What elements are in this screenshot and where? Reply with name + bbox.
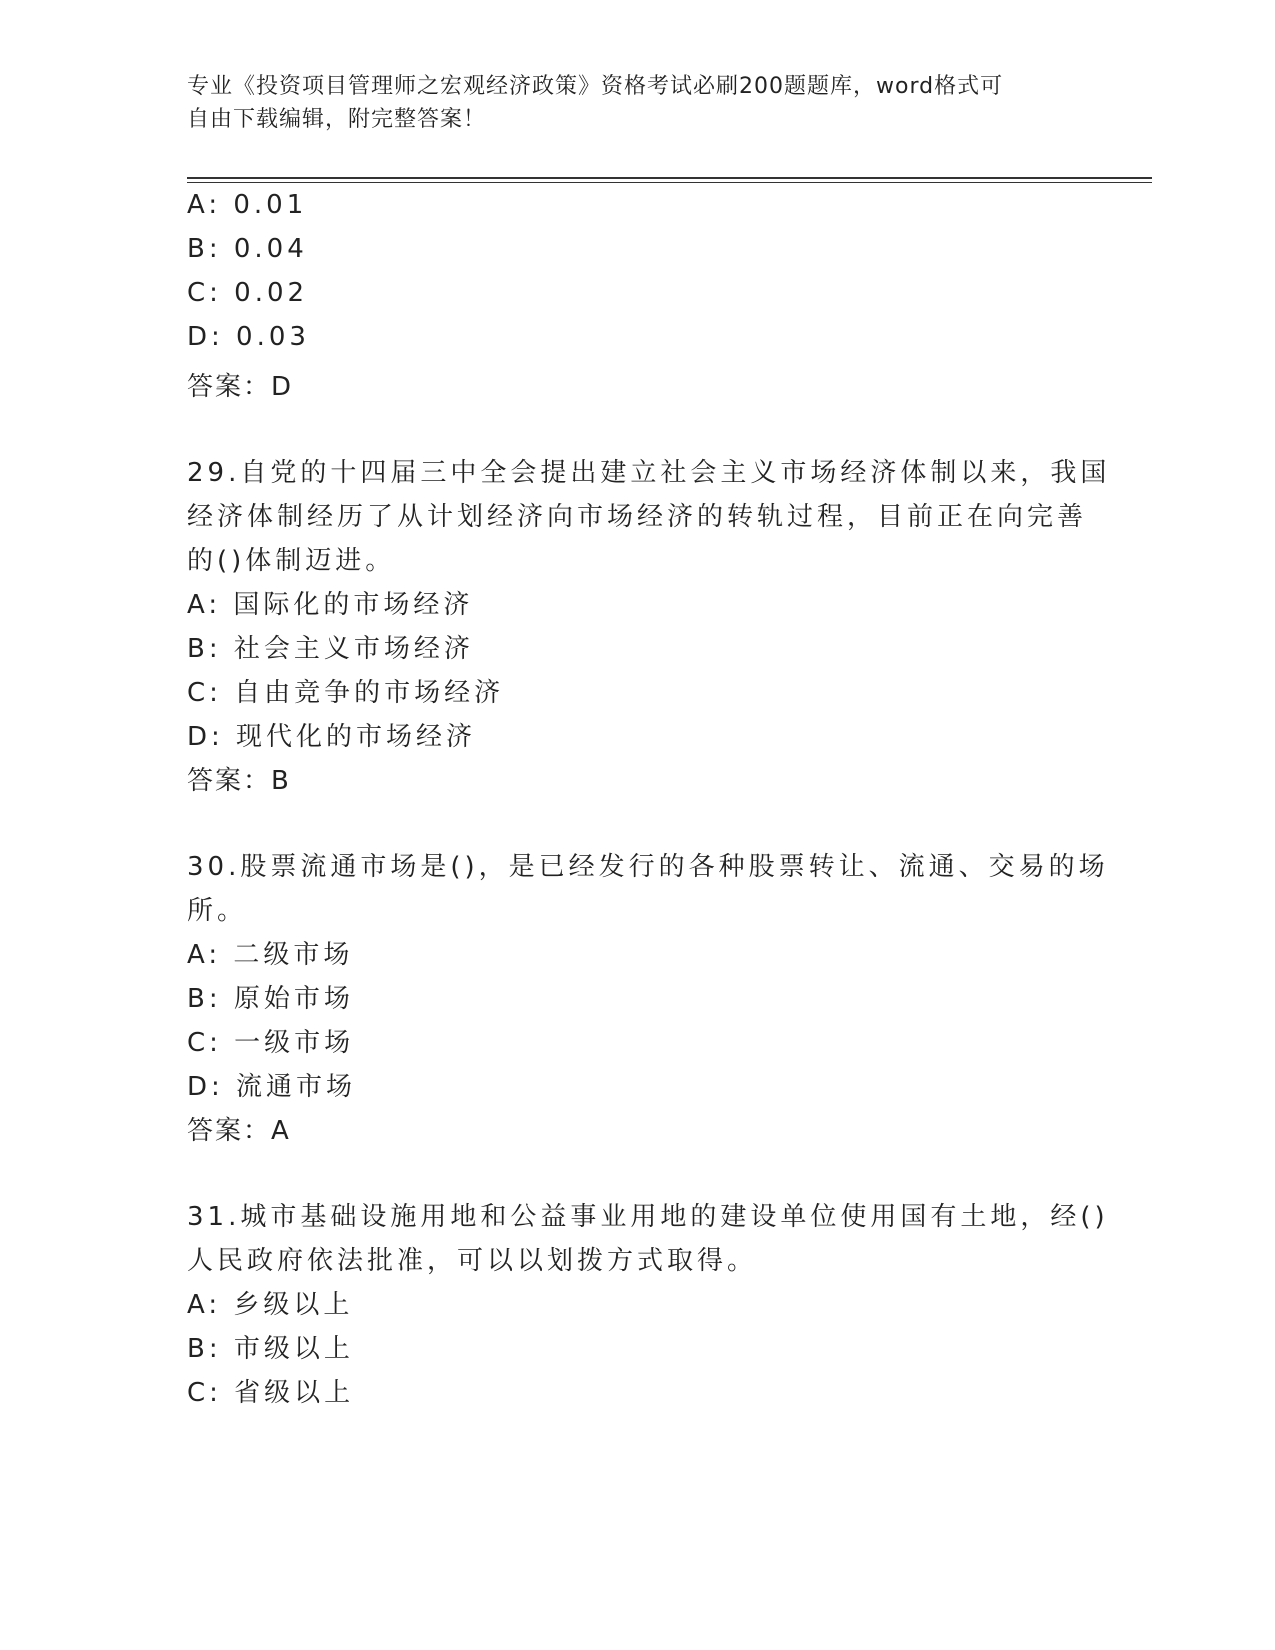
q29-stem-line-2: 经济体制经历了从计划经济向市场经济的转轨过程，目前正在向完善	[187, 502, 1088, 532]
q30-option-b: B: 原始市场	[187, 984, 354, 1014]
q31-option-a: A: 乡级以上	[187, 1290, 354, 1320]
q31-stem-line-2: 人民政府依法批准，可以以划拨方式取得。	[187, 1246, 758, 1276]
page-header	[187, 70, 1067, 136]
q28-answer: 答案：D	[187, 372, 294, 402]
q28-option-a: A: 0.01	[187, 190, 308, 220]
q28-option-d: D: 0.03	[187, 322, 310, 352]
q30-stem-line-2: 所。	[187, 896, 248, 926]
q30-option-a: A: 二级市场	[187, 940, 354, 970]
q29-option-d: D: 现代化的市场经济	[187, 722, 477, 752]
header-rule-thin	[187, 182, 1152, 183]
q31-option-b: B: 市级以上	[187, 1334, 354, 1364]
q28-option-c: C: 0.02	[187, 278, 309, 308]
q29-stem-line-1: 29.自党的十四届三中全会提出建立社会主义市场经济体制以来，我国	[187, 458, 1111, 488]
q31-option-c: C: 省级以上	[187, 1378, 355, 1408]
q30-option-c: C: 一级市场	[187, 1028, 355, 1058]
header-line-2: 自由下载编辑，附完整答案！	[187, 107, 487, 132]
q29-option-a: A: 国际化的市场经济	[187, 590, 474, 620]
header-rule-thick	[187, 177, 1152, 179]
q29-answer: 答案：B	[187, 766, 291, 796]
q29-stem-line-3: 的()体制迈进。	[187, 546, 396, 576]
q30-stem-line-1: 30.股票流通市场是()，是已经发行的各种股票转让、流通、交易的场	[187, 852, 1109, 882]
header-line-1: 专业《投资项目管理师之宏观经济政策》资格考试必刷200题题库，word格式可	[187, 74, 1004, 99]
q30-option-d: D: 流通市场	[187, 1072, 357, 1102]
q28-option-b: B: 0.04	[187, 234, 308, 264]
q29-option-b: B: 社会主义市场经济	[187, 634, 474, 664]
q30-answer: 答案：A	[187, 1116, 291, 1146]
q29-option-c: C: 自由竞争的市场经济	[187, 678, 505, 708]
q31-stem-line-1: 31.城市基础设施用地和公益事业用地的建设单位使用国有土地，经()	[187, 1202, 1109, 1232]
